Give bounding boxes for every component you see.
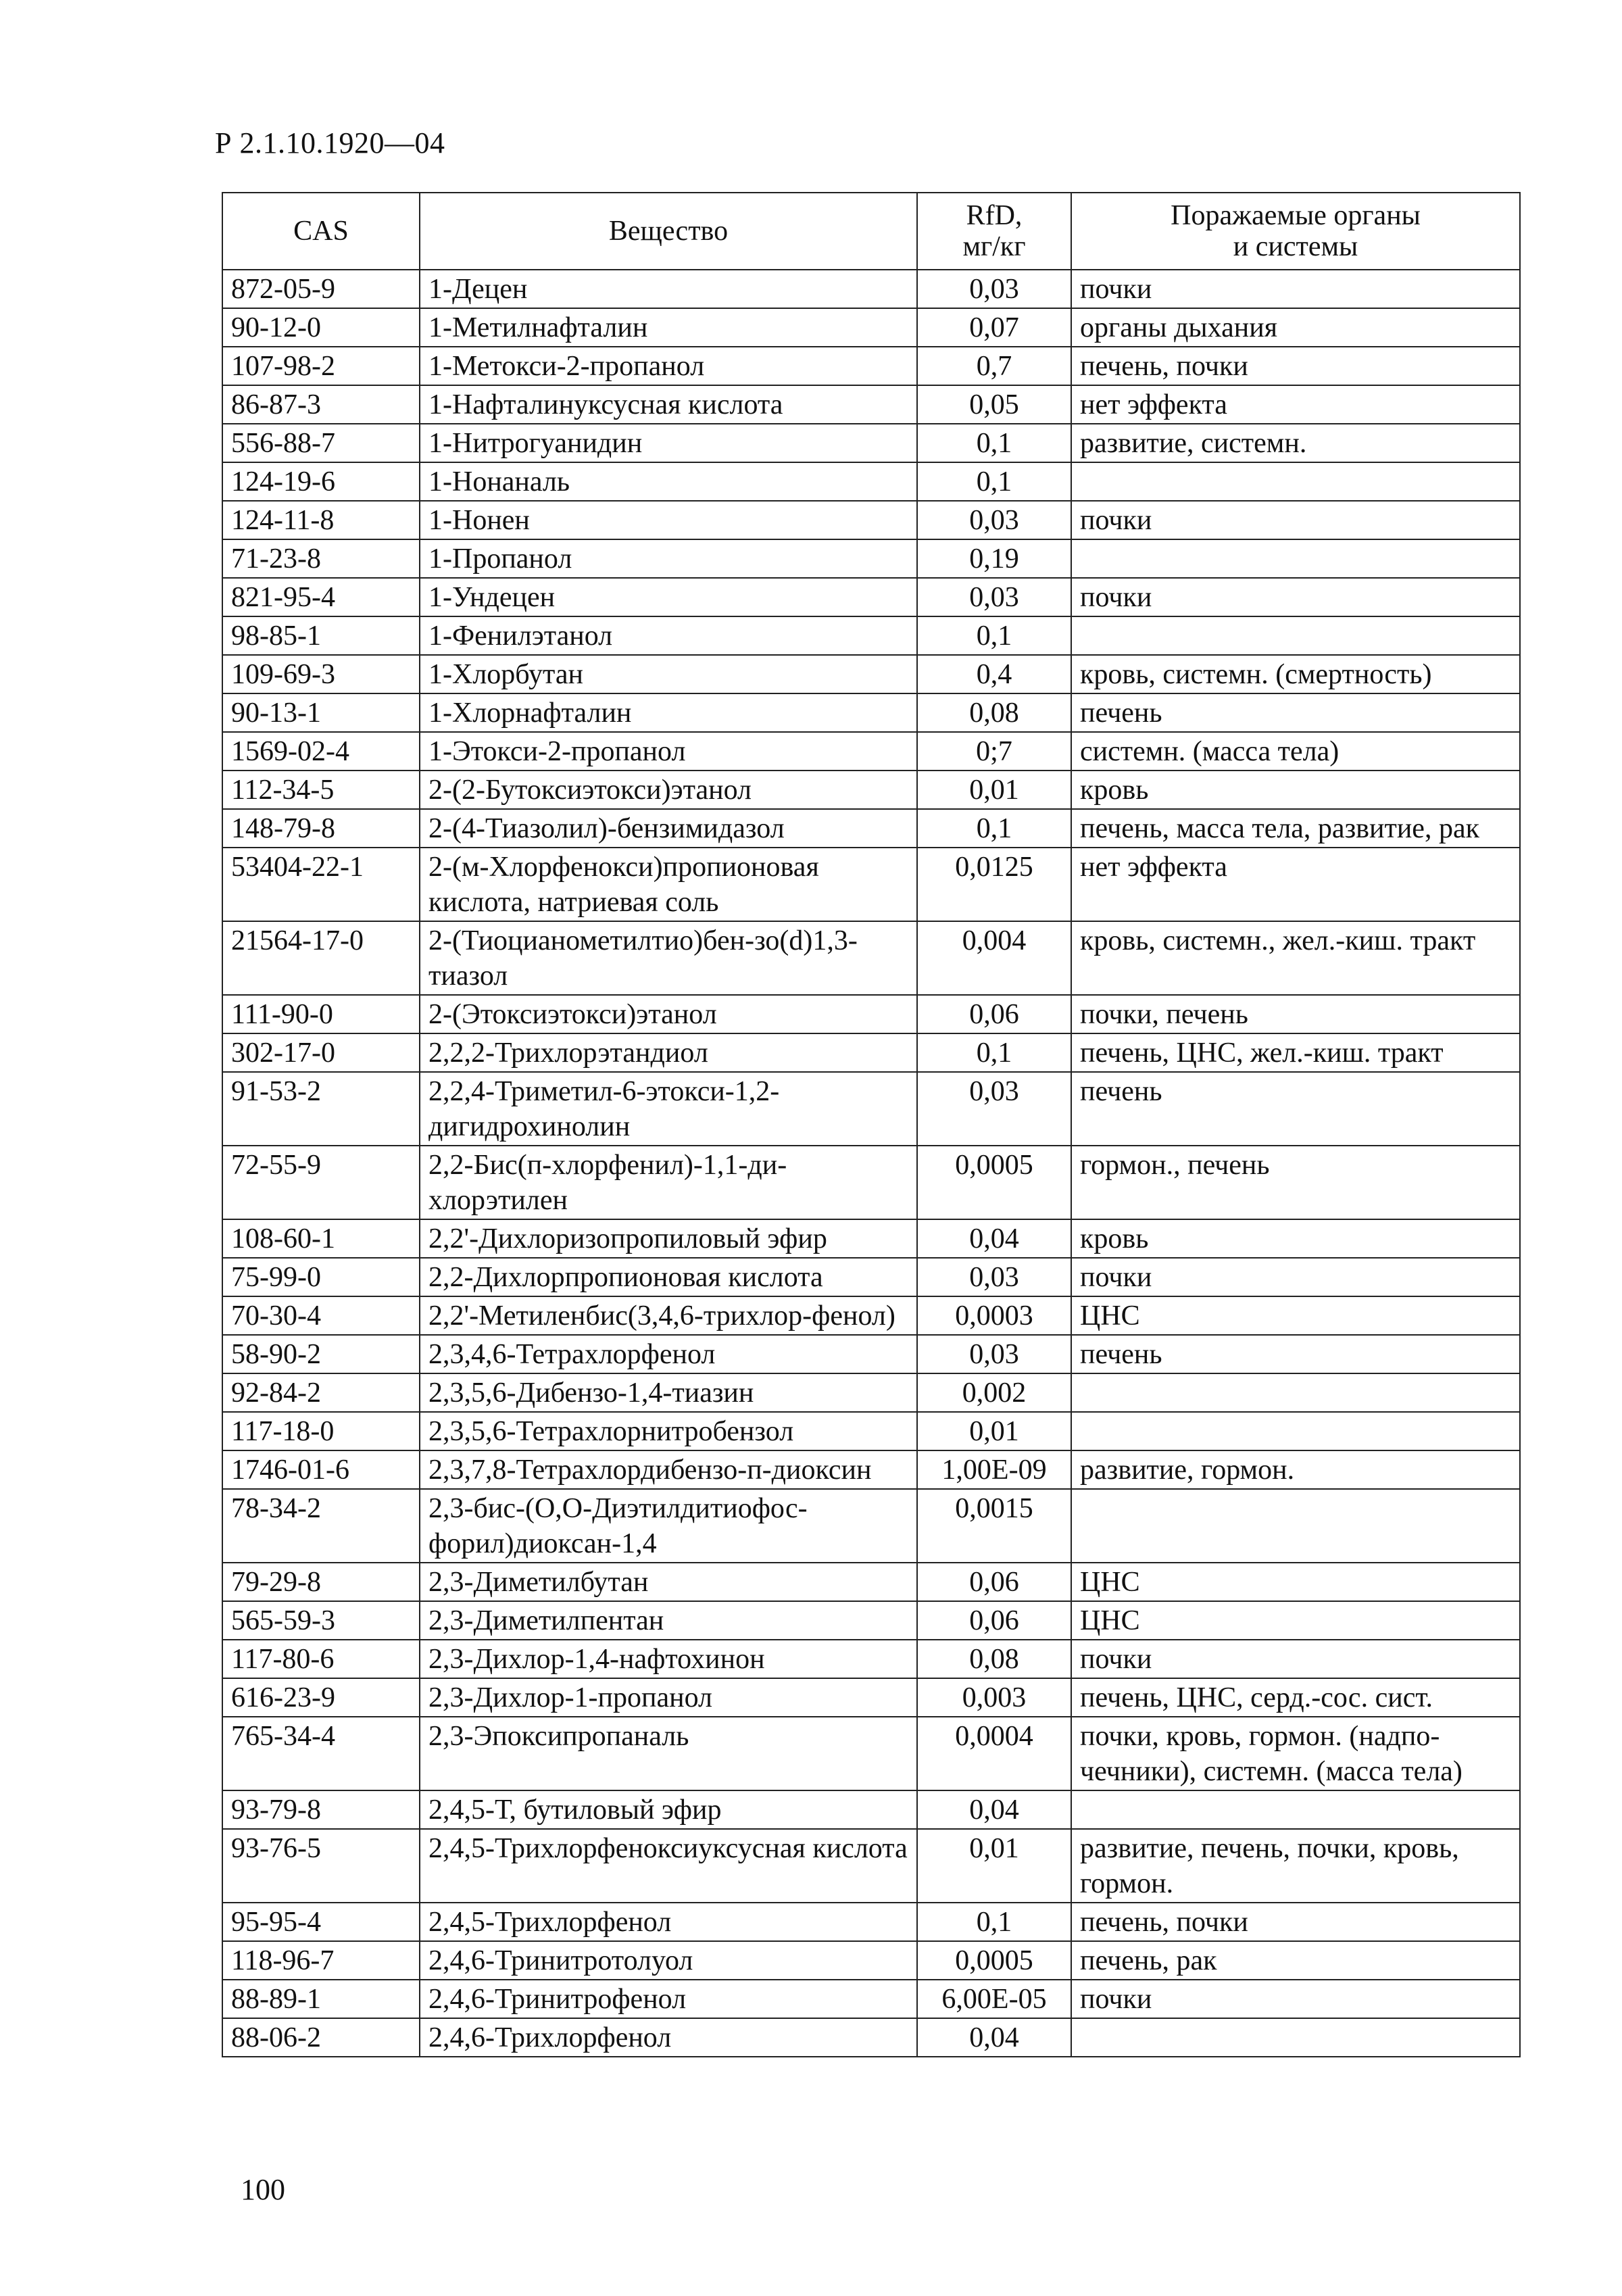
table-row (222, 1146, 1520, 1219)
cell-target-organs: кровь, системн., жел.-киш. тракт (1071, 921, 1520, 995)
cell-cas: 72-55-9 (222, 1146, 420, 1219)
cell-rfd: 0,0005 (917, 1146, 1071, 1219)
table-row (222, 921, 1520, 995)
cell-target-organs: почки (1071, 1640, 1520, 1678)
table-row (222, 462, 1520, 501)
cell-rfd: 0,01 (917, 771, 1071, 809)
document-code: Р 2.1.10.1920—04 (215, 126, 445, 160)
cell-substance: 2-(м-Хлорфенокси)пропионовая кислота, натриевая соль (420, 848, 917, 921)
cell-target-organs: ЦНС (1071, 1296, 1520, 1335)
cell-cas: 90-13-1 (222, 693, 420, 732)
table-row (222, 1219, 1520, 1258)
cell-substance: 2,2-Дихлорпропионовая кислота (420, 1258, 917, 1296)
cell-rfd: 0,1 (917, 1033, 1071, 1072)
cell-rfd: 0,0125 (917, 848, 1071, 921)
table-row (222, 1640, 1520, 1678)
cell-target-organs: печень, рак (1071, 1941, 1520, 1980)
cell-substance: 2,4,6-Тринитротолуол (420, 1941, 917, 1980)
cell-rfd: 0,004 (917, 921, 1071, 995)
table-row (222, 578, 1520, 616)
cell-substance: 2,2'-Дихлоризопропиловый эфир (420, 1219, 917, 1258)
cell-rfd: 6,00E-05 (917, 1980, 1071, 2018)
cell-substance: 1-Нафталинуксусная кислота (420, 385, 917, 424)
cell-target-organs: гормон., печень (1071, 1146, 1520, 1219)
table-row (222, 1678, 1520, 1717)
cell-target-organs: почки (1071, 578, 1520, 616)
cell-substance: 1-Хлорнафталин (420, 693, 917, 732)
cell-substance: 2,3-бис-(О,О-Диэтилдитиофос-форил)диоксан-1,4 (420, 1489, 917, 1563)
cell-substance: 1-Нонен (420, 501, 917, 539)
table-row (222, 2018, 1520, 2057)
cell-substance: 1-Метокси-2-пропанол (420, 347, 917, 385)
cell-rfd: 0,1 (917, 424, 1071, 462)
cell-target-organs: развитие, печень, почки, кровь, гормон. (1071, 1829, 1520, 1903)
table-row (222, 655, 1520, 693)
table-header (222, 193, 1520, 270)
cell-rfd: 0,04 (917, 2018, 1071, 2057)
table-row (222, 308, 1520, 347)
table-body (222, 270, 1520, 2057)
cell-rfd: 0,04 (917, 1790, 1071, 1829)
cell-target-organs: печень (1071, 693, 1520, 732)
cell-substance: 2,4,5-Т, бутиловый эфир (420, 1790, 917, 1829)
table-row (222, 1980, 1520, 2018)
cell-substance: 2,3,4,6-Тетрахлорфенол (420, 1335, 917, 1373)
column-header-rfd: RfD, мг/кг (917, 193, 1071, 270)
cell-cas: 75-99-0 (222, 1258, 420, 1296)
table-row (222, 270, 1520, 308)
table-row (222, 1489, 1520, 1563)
cell-substance: 2,3,5,6-Тетрахлорнитробензол (420, 1412, 917, 1450)
cell-target-organs: печень (1071, 1072, 1520, 1146)
table-row (222, 771, 1520, 809)
table-row (222, 1373, 1520, 1412)
column-header-substance: Вещество (420, 193, 917, 270)
cell-substance: 1-Ундецен (420, 578, 917, 616)
cell-target-organs: ЦНС (1071, 1601, 1520, 1640)
table-row (222, 501, 1520, 539)
header-row (222, 193, 1520, 270)
cell-substance: 2,2,2-Трихлорэтандиол (420, 1033, 917, 1072)
cell-cas: 117-18-0 (222, 1412, 420, 1450)
table-row (222, 995, 1520, 1033)
cell-rfd: 0,07 (917, 308, 1071, 347)
cell-rfd: 1,00E-09 (917, 1450, 1071, 1489)
cell-substance: 2-(2-Бутоксиэтокси)этанол (420, 771, 917, 809)
cell-target-organs (1071, 539, 1520, 578)
cell-substance: 2-(Тиоцианометилтио)бен-зо(d)1,3-тиазол (420, 921, 917, 995)
cell-target-organs (1071, 616, 1520, 655)
cell-target-organs: почки (1071, 270, 1520, 308)
cell-target-organs: печень, почки (1071, 347, 1520, 385)
cell-cas: 556-88-7 (222, 424, 420, 462)
cell-substance: 2-(4-Тиазолил)-бензимидазол (420, 809, 917, 848)
cell-target-organs: печень, ЦНС, серд.-сос. сист. (1071, 1678, 1520, 1717)
cell-substance: 2-(Этоксиэтокси)этанол (420, 995, 917, 1033)
cell-target-organs: нет эффекта (1071, 385, 1520, 424)
cell-target-organs: почки (1071, 1980, 1520, 2018)
cell-target-organs: печень (1071, 1335, 1520, 1373)
table-row (222, 809, 1520, 848)
cell-target-organs: системн. (масса тела) (1071, 732, 1520, 771)
cell-cas: 765-34-4 (222, 1717, 420, 1790)
cell-rfd: 0,03 (917, 1335, 1071, 1373)
cell-rfd: 0,06 (917, 1601, 1071, 1640)
cell-cas: 111-90-0 (222, 995, 420, 1033)
cell-target-organs: почки (1071, 501, 1520, 539)
cell-target-organs: почки, печень (1071, 995, 1520, 1033)
column-header-cas: CAS (222, 193, 420, 270)
cell-substance: 1-Нитрогуанидин (420, 424, 917, 462)
cell-substance: 2,2-Бис(п-хлорфенил)-1,1-ди-хлорэтилен (420, 1146, 917, 1219)
cell-rfd: 0,1 (917, 462, 1071, 501)
cell-cas: 302-17-0 (222, 1033, 420, 1072)
table-row (222, 1903, 1520, 1941)
cell-cas: 118-96-7 (222, 1941, 420, 1980)
cell-substance: 2,3-Диметилбутан (420, 1563, 917, 1601)
cell-target-organs (1071, 1412, 1520, 1450)
cell-rfd: 0,0005 (917, 1941, 1071, 1980)
cell-target-organs: печень, масса тела, развитие, рак (1071, 809, 1520, 848)
table-row (222, 693, 1520, 732)
rfd-table (222, 192, 1521, 2057)
cell-cas: 1569-02-4 (222, 732, 420, 771)
cell-rfd: 0,0015 (917, 1489, 1071, 1563)
cell-rfd: 0,03 (917, 578, 1071, 616)
cell-substance: 1-Фенилэтанол (420, 616, 917, 655)
cell-substance: 2,3-Эпоксипропаналь (420, 1717, 917, 1790)
cell-rfd: 0,4 (917, 655, 1071, 693)
cell-target-organs: ЦНС (1071, 1563, 1520, 1601)
table-row (222, 1717, 1520, 1790)
cell-rfd: 0,003 (917, 1678, 1071, 1717)
cell-rfd: 0,03 (917, 270, 1071, 308)
table-row (222, 1941, 1520, 1980)
cell-cas: 148-79-8 (222, 809, 420, 848)
table-row (222, 732, 1520, 771)
cell-rfd: 0,01 (917, 1412, 1071, 1450)
table-row (222, 1296, 1520, 1335)
cell-cas: 21564-17-0 (222, 921, 420, 995)
cell-substance: 2,3,7,8-Тетрахлордибензо-п-диоксин (420, 1450, 917, 1489)
cell-rfd: 0,1 (917, 1903, 1071, 1941)
table-row (222, 1790, 1520, 1829)
cell-target-organs: кровь (1071, 1219, 1520, 1258)
cell-cas: 95-95-4 (222, 1903, 420, 1941)
cell-rfd: 0,01 (917, 1829, 1071, 1903)
table-row (222, 539, 1520, 578)
cell-cas: 79-29-8 (222, 1563, 420, 1601)
table-row (222, 347, 1520, 385)
cell-target-organs: кровь (1071, 771, 1520, 809)
cell-target-organs: развитие, системн. (1071, 424, 1520, 462)
cell-cas: 124-19-6 (222, 462, 420, 501)
cell-cas: 71-23-8 (222, 539, 420, 578)
cell-cas: 78-34-2 (222, 1489, 420, 1563)
cell-target-organs: нет эффекта (1071, 848, 1520, 921)
cell-cas: 107-98-2 (222, 347, 420, 385)
cell-cas: 821-95-4 (222, 578, 420, 616)
table-row (222, 1412, 1520, 1450)
cell-rfd: 0,06 (917, 995, 1071, 1033)
cell-substance: 1-Пропанол (420, 539, 917, 578)
cell-cas: 93-79-8 (222, 1790, 420, 1829)
cell-cas: 70-30-4 (222, 1296, 420, 1335)
table-row (222, 1829, 1520, 1903)
table-row (222, 616, 1520, 655)
cell-target-organs: кровь, системн. (смертность) (1071, 655, 1520, 693)
cell-rfd: 0,04 (917, 1219, 1071, 1258)
cell-cas: 92-84-2 (222, 1373, 420, 1412)
cell-rfd: 0,1 (917, 616, 1071, 655)
cell-rfd: 0,08 (917, 693, 1071, 732)
cell-target-organs: почки, кровь, гормон. (надпо-чечники), системн. (масса тела) (1071, 1717, 1520, 1790)
cell-substance: 1-Этокси-2-пропанол (420, 732, 917, 771)
table-row (222, 1335, 1520, 1373)
cell-target-organs: развитие, гормон. (1071, 1450, 1520, 1489)
cell-cas: 117-80-6 (222, 1640, 420, 1678)
table-row (222, 1563, 1520, 1601)
cell-cas: 58-90-2 (222, 1335, 420, 1373)
cell-substance: 1-Хлорбутан (420, 655, 917, 693)
cell-target-organs (1071, 1373, 1520, 1412)
cell-target-organs (1071, 1790, 1520, 1829)
column-header-target-organs: Поражаемые органы и системы (1071, 193, 1520, 270)
table-row (222, 1450, 1520, 1489)
cell-cas: 565-59-3 (222, 1601, 420, 1640)
cell-target-organs: печень, ЦНС, жел.-киш. тракт (1071, 1033, 1520, 1072)
cell-rfd: 0,0004 (917, 1717, 1071, 1790)
cell-rfd: 0,08 (917, 1640, 1071, 1678)
cell-substance: 2,2,4-Триметил-6-этокси-1,2-дигидрохинолин (420, 1072, 917, 1146)
page-number: 100 (241, 2173, 285, 2206)
cell-cas: 1746-01-6 (222, 1450, 420, 1489)
cell-rfd: 0,0003 (917, 1296, 1071, 1335)
table-row (222, 424, 1520, 462)
cell-rfd: 0,05 (917, 385, 1071, 424)
cell-cas: 91-53-2 (222, 1072, 420, 1146)
cell-substance: 2,3-Дихлор-1-пропанол (420, 1678, 917, 1717)
cell-substance: 2,4,6-Трихлорфенол (420, 2018, 917, 2057)
cell-rfd: 0,03 (917, 1072, 1071, 1146)
cell-cas: 53404-22-1 (222, 848, 420, 921)
cell-target-organs (1071, 2018, 1520, 2057)
table-row (222, 1033, 1520, 1072)
cell-cas: 86-87-3 (222, 385, 420, 424)
cell-rfd: 0,1 (917, 809, 1071, 848)
cell-cas: 616-23-9 (222, 1678, 420, 1717)
cell-rfd: 0,03 (917, 1258, 1071, 1296)
cell-substance: 1-Метилнафталин (420, 308, 917, 347)
table-row (222, 848, 1520, 921)
cell-cas: 112-34-5 (222, 771, 420, 809)
cell-cas: 98-85-1 (222, 616, 420, 655)
cell-target-organs (1071, 462, 1520, 501)
cell-cas: 124-11-8 (222, 501, 420, 539)
table-row (222, 385, 1520, 424)
cell-substance: 2,3-Диметилпентан (420, 1601, 917, 1640)
cell-substance: 2,3,5,6-Дибензо-1,4-тиазин (420, 1373, 917, 1412)
cell-substance: 1-Децен (420, 270, 917, 308)
cell-substance: 2,4,5-Трихлорфеноксиуксусная кислота (420, 1829, 917, 1903)
table-row (222, 1072, 1520, 1146)
cell-cas: 90-12-0 (222, 308, 420, 347)
cell-target-organs: органы дыхания (1071, 308, 1520, 347)
cell-cas: 88-89-1 (222, 1980, 420, 2018)
cell-cas: 93-76-5 (222, 1829, 420, 1903)
cell-rfd: 0,06 (917, 1563, 1071, 1601)
cell-rfd: 0,03 (917, 501, 1071, 539)
table-row (222, 1258, 1520, 1296)
cell-rfd: 0;7 (917, 732, 1071, 771)
table-row (222, 1601, 1520, 1640)
cell-substance: 2,3-Дихлор-1,4-нафтохинон (420, 1640, 917, 1678)
cell-substance: 1-Нонаналь (420, 462, 917, 501)
cell-cas: 88-06-2 (222, 2018, 420, 2057)
cell-substance: 2,4,6-Тринитрофенол (420, 1980, 917, 2018)
cell-rfd: 0,7 (917, 347, 1071, 385)
cell-target-organs: печень, почки (1071, 1903, 1520, 1941)
cell-rfd: 0,19 (917, 539, 1071, 578)
cell-cas: 108-60-1 (222, 1219, 420, 1258)
cell-cas: 872-05-9 (222, 270, 420, 308)
cell-rfd: 0,002 (917, 1373, 1071, 1412)
cell-substance: 2,4,5-Трихлорфенол (420, 1903, 917, 1941)
cell-cas: 109-69-3 (222, 655, 420, 693)
cell-target-organs (1071, 1489, 1520, 1563)
cell-target-organs: почки (1071, 1258, 1520, 1296)
cell-substance: 2,2'-Метиленбис(3,4,6-трихлор-фенол) (420, 1296, 917, 1335)
